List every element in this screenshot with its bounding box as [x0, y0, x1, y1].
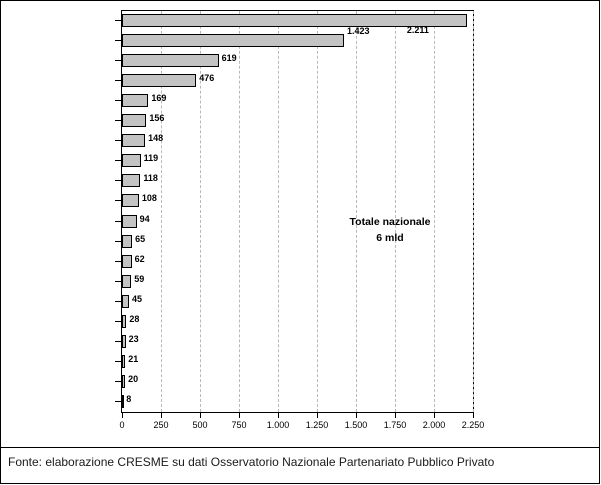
bar-row: [122, 51, 473, 71]
y-axis-tick: [115, 160, 121, 161]
bar-row: [122, 131, 473, 151]
y-axis-tick: [115, 221, 121, 222]
bar-value-label: 108: [141, 193, 157, 204]
x-axis-tick: [395, 413, 396, 418]
y-axis-tick: [115, 261, 121, 262]
bar-row: [122, 91, 473, 111]
bar: [122, 74, 196, 87]
y-axis-tick: [115, 341, 121, 342]
y-axis-tick: [115, 321, 121, 322]
bar-value-label: 1.423: [346, 26, 370, 37]
total-annotation: [350, 214, 431, 246]
bar-value-label: 65: [135, 233, 146, 244]
y-axis-tick: [115, 60, 121, 61]
bar: [122, 355, 125, 368]
bar-row: [122, 352, 473, 372]
x-axis-tick-label: 2.000: [422, 420, 446, 430]
bar: [122, 154, 141, 167]
bar-row: [122, 252, 473, 272]
bar-value-label: 59: [134, 273, 145, 284]
bar: [122, 54, 219, 67]
bar: [122, 215, 137, 228]
x-axis-tick: [122, 413, 123, 418]
bar-value-label: 62: [134, 253, 145, 264]
x-axis-tick-label: 2.250: [461, 420, 485, 430]
x-axis-tick-label: 1.250: [305, 420, 329, 430]
bar: [122, 94, 148, 107]
y-axis-tick: [115, 20, 121, 21]
bar-row: [122, 111, 473, 131]
bar: [122, 275, 131, 288]
footer-divider: [0, 447, 600, 448]
bar-row: [122, 292, 473, 312]
y-axis-tick: [115, 241, 121, 242]
y-axis-tick: [115, 120, 121, 121]
y-axis-tick: [115, 140, 121, 141]
y-axis-tick: [115, 401, 121, 402]
bar: [122, 335, 126, 348]
bar: [122, 315, 126, 328]
bar-value-label: 169: [151, 93, 167, 104]
bar: [122, 375, 125, 388]
bar-row: [122, 272, 473, 292]
bar: [122, 134, 145, 147]
x-axis-tick: [161, 413, 162, 418]
bar-row: [122, 392, 473, 412]
bar: [122, 174, 140, 187]
bar-value-label: 45: [132, 293, 143, 304]
bar-value-label: 21: [128, 353, 139, 364]
bar-value-label: 20: [128, 373, 139, 384]
bar-value-label: 619: [221, 53, 237, 64]
bar-value-label: 2.211: [406, 25, 429, 35]
bar-value-label: 23: [128, 333, 139, 344]
bar-value-label: 118: [143, 173, 158, 184]
x-axis-tick-label: 0: [119, 420, 125, 430]
x-axis-tick-label: 1.000: [266, 420, 290, 430]
bar-value-label: 119: [143, 153, 159, 164]
bar-value-label: 148: [148, 133, 164, 144]
bar-row: [122, 312, 473, 332]
bar: [122, 395, 124, 408]
bar-value-label: 28: [129, 313, 140, 324]
x-axis-tick-label: 750: [231, 420, 247, 430]
bar-row: [122, 151, 473, 171]
x-axis-tick-label: 1.500: [344, 420, 368, 430]
annotation-line-2: 6 mld: [376, 232, 404, 244]
bar-value-label: 156: [149, 113, 165, 124]
y-axis-tick: [115, 40, 121, 41]
y-axis-tick: [115, 381, 121, 382]
x-axis-tick-label: 1.750: [383, 420, 407, 430]
x-axis-tick: [239, 413, 240, 418]
bar-value-label: 8: [126, 393, 132, 404]
y-axis-tick: [115, 100, 121, 101]
y-axis-tick: [115, 180, 121, 181]
bar-row: [122, 191, 473, 211]
plot-area: [121, 10, 474, 413]
x-axis-tick: [317, 413, 318, 418]
bar: [122, 114, 146, 127]
annotation-line-1: Totale nazionale: [349, 216, 431, 228]
bar: [122, 235, 132, 248]
x-axis-tick: [200, 413, 201, 418]
bar-value-label: 94: [139, 213, 150, 224]
bar: [122, 34, 344, 47]
x-axis-tick: [278, 413, 279, 418]
y-axis-tick: [115, 281, 121, 282]
bar-row: [122, 171, 473, 191]
bar-row: [122, 71, 473, 91]
source-note: Fonte: elaborazione CRESME su dati Osservatorio Nazionale Partenariato Pubblico Privato: [8, 455, 495, 469]
bar: [122, 295, 129, 308]
y-axis-tick: [115, 80, 121, 81]
y-axis-tick: [115, 361, 121, 362]
bar-row: [122, 372, 473, 392]
gridline: [473, 11, 475, 412]
x-axis-tick-label: 250: [153, 420, 169, 430]
y-axis-tick: [115, 301, 121, 302]
bar-row: [122, 332, 473, 352]
x-axis-tick: [473, 413, 474, 418]
x-axis-tick: [356, 413, 357, 418]
bar-value-label: 476: [199, 73, 215, 84]
x-axis-tick-label: 500: [192, 420, 208, 430]
bar: [122, 194, 139, 207]
bar: [122, 255, 132, 268]
x-axis-tick: [434, 413, 435, 418]
y-axis-tick: [115, 200, 121, 201]
